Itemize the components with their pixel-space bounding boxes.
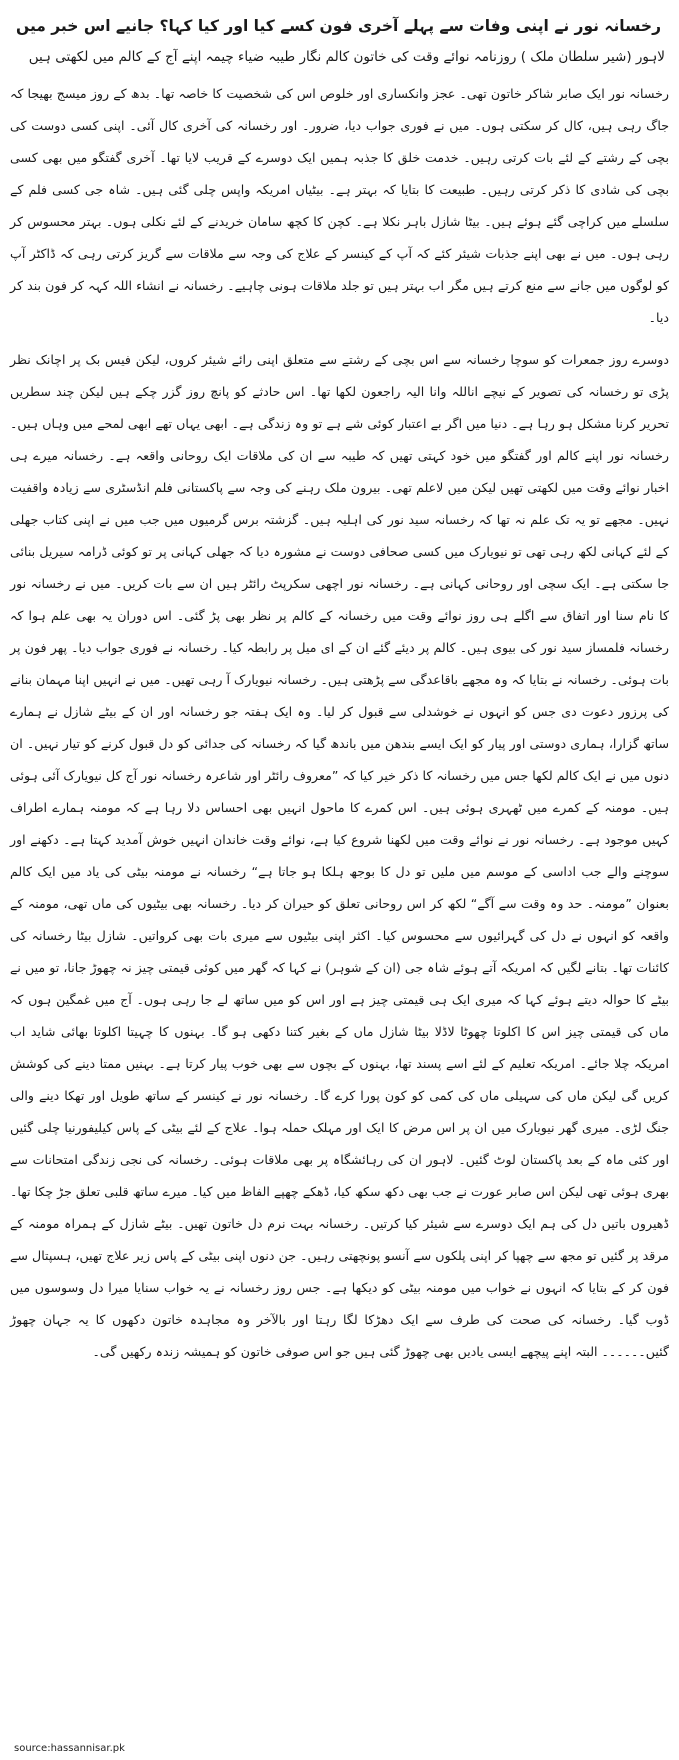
article-paragraph-1: رخسانہ نور ایک صابر شاکر خاتون تھی۔ عجز وانکساری اور خلوص اس کی شخصیت کا خاصہ تھا۔ بدھ کے روز میسج بھیجا کہ جاگ رہی ہیں، کال کر سکتی ہوں۔ میں نے فوری جواب دیا، ضرور۔ اور رخسانہ کی آخری کال آئی۔ اپنی کسی دوست کی بچی کے رشتے کے لئے بات کرتی رہیں۔ خدمت خلق کا جذبہ ہمیں ایک دوسرے کے قریب لایا تھا۔ آخری گفتگو میں بھی کسی بچی کی شادی کا ذکر کرتی رہیں۔ طبیعت کا بتایا کہ بہتر ہے۔ بیٹیاں امریکہ واپس چلی گئی ہیں۔ شاہ جی کسی فلم کے سلسلے میں کراچی گئے ہوئے ہیں۔ بیٹا شازل باہر نکلا ہے۔ کچن کا کچھ سامان خریدنے کے لئے نکلی ہوں۔ بہتر محسوس کر رہی ہوں۔ میں نے بھی اپنے جذبات شیئر کئے کہ آپ کے کینسر کے علاج کی وجہ سے ملاقات سے گریز کرتی رہی کہ ڈاکٹر آپ کو لوگوں میں جانے سے منع کرتے ہیں مگر اب بہتر ہیں تو جلد ملاقات ہونی چاہیے۔ رخسانہ نے انشاء اللہ کہہ کر فون بند کر دیا۔ (10, 86, 669, 325)
article-paragraph-2: دوسرے روز جمعرات کو سوچا رخسانہ سے اس بچی کے رشتے سے متعلق اپنی رائے شیئر کروں، لیکن فیس بک پر اچانک نظر پڑی تو رخسانہ کی تصویر کے نیچے اناللہ وانا الیہ راجعون لکھا تھا۔ اس حادثے کو پانچ روز گزر چکے ہیں لیکن چند سطریں تحریر کرنا مشکل ہو رہا ہے۔ دنیا میں اگر بے اعتبار کوئی شے ہے تو وہ زندگی ہے۔ ابھی یہاں تھے ابھی لمحے میں وہاں ہیں۔ رخسانہ نور اپنے کالم اور گفتگو میں خود کہتی تھیں کہ طیبہ سے ان کی ملاقات ایک روحانی واقعہ ہے۔ رخسانہ میرے ہی اخبار نوائے وقت میں لکھتی تھیں لیکن میں لاعلم تھی۔ بیرون ملک رہنے کی وجہ سے پاکستانی فلم انڈسٹری سے زیادہ واقفیت نہیں۔ مجھے تو یہ تک علم نہ تھا کہ رخسانہ سید نور کی اہلیہ ہیں۔ گزشتہ برس گرمیوں میں جب میں نے اپنی کتاب جھلی کے لئے کہانی لکھ رہی تھی تو نیویارک میں کسی صحافی دوست نے مشورہ دیا کہ جھلی کہانی پر تو کوئی ڈرامہ سیریل بنائی جا سکتی ہے۔ ایک سچی اور روحانی کہانی ہے۔ رخسانہ نور اچھی سکرپٹ رائٹر ہیں ان سے بات کریں۔ میں نے رخسانہ نور کا نام سنا اور اتفاق سے اگلے ہی روز نوائے وقت میں رخسانہ کے کالم پر نظر بھی پڑ گئی۔ اس دوران یہ بھی علم ہوا کہ رخسانہ فلمساز سید نور کی بیوی ہیں۔ کالم پر دیئے گئے ان کے ای میل پر رابطہ کیا۔ رخسانہ نے فوری جواب دیا۔ پھر فون پر بات ہوئی۔ رخسانہ نے بتایا کہ وہ مجھے باقاعدگی سے پڑھتی ہیں۔ رخسانہ نیویارک آ رہی تھیں۔ میں نے انہیں اپنا مہمان بنانے کی پرزور دعوت دی جس کو انہوں نے خوشدلی سے قبول کر لیا۔ وہ ایک ہفتہ جو رخسانہ اور ان کے بیٹے شازل نے ہمارے ساتھ گزارا، ہماری دوستی اور پیار کو ایک ایسے بندھن میں باندھ گیا کہ رخسانہ کی جدائی کو دل قبول کرنے کو تیار نہیں۔ ان دنوں میں نے ایک کالم لکھا جس میں رخسانہ کا ذکر خیر کیا کہ ”معروف رائٹر اور شاعرہ رخسانہ نور آج کل نیویارک آئی ہوئی ہیں۔ مومنہ کے کمرے میں ٹھہری ہوئی ہیں۔ اس کمرے کا ماحول انہیں بھی احساس دلا رہا ہے کہ مومنہ ہمارے اطراف کہیں موجود ہے۔ رخسانہ نور نے نوائے وقت میں لکھنا شروع کیا ہے، نوائے وقت خاندان انہیں خوش آمدید کہتا ہے۔ دکھنے اور سوچنے والے جب اداسی کے موسم میں ملیں تو دل کا بوجھ ہلکا ہو جاتا ہے“ رخسانہ نے مومنہ بیٹی کی یاد میں ایک کالم بعنوان ”مومنہ۔ حد وہ وقت سے آگے“ لکھ کر اس روحانی تعلق کو حیران کر دیا۔ رخسانہ بھی بیٹیوں کی ماں تھی، مومنہ کے واقعہ کو انہوں نے دل کی گہرائیوں سے محسوس کیا۔ اکثر اپنی بیٹیوں سے میری بات بھی کرواتیں۔ شازل بیٹا رخسانہ کی کائنات تھا۔ بتانے لگیں کہ امریکہ آتے ہوئے شاہ جی (ان کے شوہر) نے کہا کہ گھر میں کوئی قیمتی چیز نہ چھوڑ جانا، تو میں نے بیٹے کا حوالہ دیتے ہوئے کہا کہ میری ایک ہی قیمتی چیز ہے اور اس کو میں ساتھ لے جا رہی ہوں۔ آج میں غمگین ہوں کہ ماں کی قیمتی چیز اس کا اکلوتا چھوٹا لاڈلا بیٹا شازل ماں کے بغیر کتنا دکھی ہو گا۔ بہنوں کا چہیتا اکلوتا بھائی شاید اب امریکہ چلا جائے۔ امریکہ تعلیم کے لئے اسے پسند تھا، بہنوں کے بچوں سے بھی خوب پیار کرتا ہے۔ بہنیں ممتا دینے کی کوشش کریں گی لیکن ماں کی سہیلی ماں کی کمی کو کون پورا کرے گا۔ رخسانہ نور نے کینسر کے ساتھ طویل اور تھکا دینے والی جنگ لڑی۔ میری گھر نیویارک میں ان پر اس مرض کا ایک اور مہلک حملہ ہوا۔ علاج کے لئے بیٹی کے پاس کیلیفورنیا چلی گئیں اور کئی ماہ کے بعد پاکستان لوٹ گئیں۔ لاہور ان کی رہائشگاہ پر بھی ملاقات ہوئی۔ رخسانہ کی نجی زندگی امتحانات سے بھری ہوئی تھی لیکن اس صابر عورت نے جب بھی دکھ سکھ کیا، ڈھکے چھپے الفاظ میں کیا۔ میرے ساتھ قلبی تعلق جڑ چکا تھا۔ ڈھیروں باتیں دل کی ہم ایک دوسرے سے شیئر کیا کرتیں۔ رخسانہ بہت نرم دل خاتون تھیں۔ بیٹے شازل کے ہمراہ مومنہ کے مرقد پر گئیں تو مجھ سے چھپا کر اپنی پلکوں سے آنسو پونچھتی رہیں۔ جن دنوں اپنی بیٹی کے پاس زیر علاج تھیں، ہسپتال سے فون کر کے بتایا کہ انہوں نے خواب میں مومنہ بیٹی کو دیکھا ہے۔ جس روز رخسانہ نے یہ خواب سنایا میرا دل وسوسوں میں ڈوب گیا۔ رخسانہ کی صحت کی طرف سے ایک دھڑکا لگا رہتا اور بالآخر وہ مجاہدہ خاتون دکھوں کا یہ جہان چھوڑ گئیں۔۔۔۔۔۔ البتہ اپنے پیچھے ایسی یادیں بھی چھوڑ گئی ہیں جو اس صوفی خاتون کو ہمیشہ زندہ رکھیں گی۔ (10, 352, 669, 1359)
article-byline: لاہور (شیر سلطان ملک ) روزنامہ نوائے وقت کی خاتون کالم نگار طیبہ ضیاء چیمہ اپنے آج کے کالم میں لکھتی ہیں (28, 49, 665, 65)
article (10, 12, 669, 1378)
source-credit: source:hassannisar.pk (14, 1743, 125, 1754)
article-headline: رخسانہ نور نے اپنی وفات سے پہلے آخری فون کسے کیا اور کیا کہا؟ جانیے اس خبر میں (16, 17, 661, 35)
